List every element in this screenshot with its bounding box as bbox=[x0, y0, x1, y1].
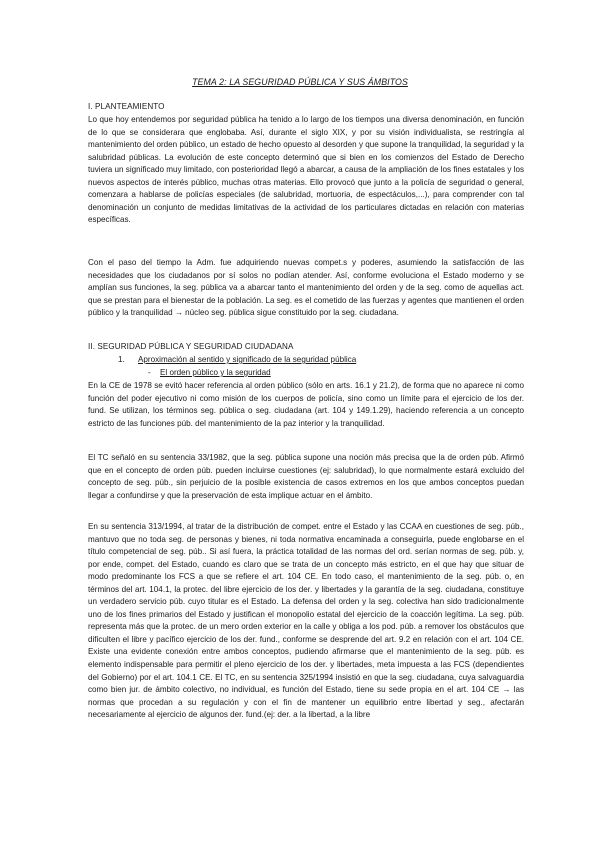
subsection-title: Aproximación al sentido y significado de la seguridad pública bbox=[138, 355, 357, 364]
section-1-paragraph-1 bbox=[88, 114, 524, 227]
section-1-heading bbox=[88, 101, 524, 114]
paragraph: Lo que hoy entendemos por seguridad pública ha tenido a lo largo de los tiempos una diversa denominación, en función de lo que se considerara que englobaba. Así, durante el siglo XIX, y por su visión individualista, se restringía al mantenimiento del orden público, un estado de hecho opuesto al desorden y que supone la tranquilidad, la seguridad y la salubridad públicas. La evolución de este concepto determinó que si bien en los comienzos del Estado de Derecho tuviera un significado muy limitado, con posterioridad llegó a abarcar, a causa de la ampliación de los fines estatales y los nuevos aspectos de interés público, muchas otras materias. Ello provocó que junto a la policía de seguridad o general, comenzara a hablarse de policías especiales (de salubridad, mortuoria, de espectáculos,...), para comprender con tal denominación un conjunto de medidas limitativas de la actividad de los particulares dictadas en relación con materias específicas. bbox=[88, 115, 524, 225]
subsection-1 bbox=[118, 354, 518, 367]
section-2-paragraph-2 bbox=[88, 452, 524, 502]
section-heading: I. PLANTEAMIENTO bbox=[88, 102, 165, 111]
section-2-heading bbox=[88, 341, 524, 354]
section-heading: II. SEGURIDAD PÚBLICA Y SEGURIDAD CIUDADANA bbox=[88, 342, 294, 351]
paragraph: En la CE de 1978 se evitó hacer referencia al orden público (sólo en arts. 16.1 y 21.2), de forma que no aparece ni como función del poder ejecutivo ni como misión de los cuerpos de policía, sino como un límite para el ejercicio de los der. fund. Se utilizan, los términos seg. pública o seg. ciudadana (art. 104 y 149.1.29), haciendo referencia a un concepto estricto de las funciones púb. del mantenimiento de la paz interior y la tranquilidad. bbox=[88, 381, 524, 428]
subsection-1-item bbox=[148, 367, 448, 380]
paragraph: En su sentencia 313/1994, al tratar de la distribución de compet. entre el Estado y las CCAA en cuestiones de seg. púb., mantuvo que no toda seg. de personas y bienes, ni toda normativa encaminada a conseguirla, puede englobarse en el título competencial de seg. púb.. Si así fuera, la práctica totalidad de las normas del ord. serían normas de seg. púb. y, por ende, compet. del Estado, cuando es claro que se trata de un concepto más estricto, en el que hay que situar de modo predominante los FCS a que se refiere el art. 104 CE. En todo caso, el mantenimiento de la seg. púb. o, en términos del art. 104.1, la protec. del libre ejercicio de los der. y libertades y la garantía de la seg. ciudadana, constituye un verdadero servicio púb. cuyo titular es el Estado. La defensa del orden y la seg. colectiva han sido tradicionalmente uno de los fines primarios del Estado y justifican el monopolio estatal del ejercicio de la coacción legítima. La seg. púb. representa más que la protec. de un mero orden exterior en la calle y obliga a los pod. púb. a remover los obstáculos que dificulten el libre y pacífico ejercicio de los der. fund., conforme se desprende del art. 9.2 en relación con el art. 104 CE. Existe una evidente conexión entre ambos conceptos, pudiendo afirmarse que el mantenimiento de la seg. púb. es elemento indispensable para permitir el pleno ejercicio de los der. y libertades, meta impuesta a las FCS (dependientes del Gobierno) por el art. 104.1 CE. El TC, en su sentencia 325/1994 insistió en que la seg. ciudadana, cuya salvaguardia como bien jur. de ámbito colectivo, no individual, es función del Estado, tiene su sede propia en el art. 104 CE → las normas que procedan a su regulación y con el fin de mantener un equilibrio entre libertad y seg., afectarán necesariamente al ejercicio de algunos der. fund.(ej: der. a la libertad, a la libre bbox=[88, 522, 524, 720]
section-2-paragraph-1 bbox=[88, 380, 524, 430]
bullet-dash: - bbox=[148, 368, 151, 377]
paragraph: Con el paso del tiempo la Adm. fue adquiriendo nuevas compet.s y poderes, asumiendo la satisfacción de las necesidades que los ciudadanos por sí solos no podían atender. Así, conforme evoluciona el Estado moderno y se amplían sus funciones, la seg. pública va a abarcar tanto el mantenimiento del orden y de la seg. como de aquellas act. que se prestan para el bienestar de la población. La seg. es el cometido de las fuerzas y agentes que mantienen el orden público y la tranquilidad → núcleo seg. pública sigue constituido por la seg. ciudadana. bbox=[88, 258, 524, 318]
section-1-paragraph-2 bbox=[88, 257, 524, 320]
section-2-paragraph-3 bbox=[88, 521, 524, 722]
paragraph: El TC señaló en su sentencia 33/1982, que la seg. pública supone una noción más precisa que la de orden púb. Afirmó que en el concepto de orden púb. pueden incluirse cuestiones (ej: salubridad), lo que normalmente estará excluido del concepto de seg. púb., sin perjuicio de la posible existencia de casos extremos en los que ambos conceptos puedan llegar a confundirse y que la preservación de esta implique actuar en el ámbito. bbox=[88, 453, 524, 500]
document-title: TEMA 2: LA SEGURIDAD PÚBLICA Y SUS ÁMBITOS bbox=[192, 77, 408, 87]
subsection-number: 1. bbox=[118, 355, 125, 364]
subsection-item-title: El orden público y la seguridad bbox=[160, 368, 271, 377]
